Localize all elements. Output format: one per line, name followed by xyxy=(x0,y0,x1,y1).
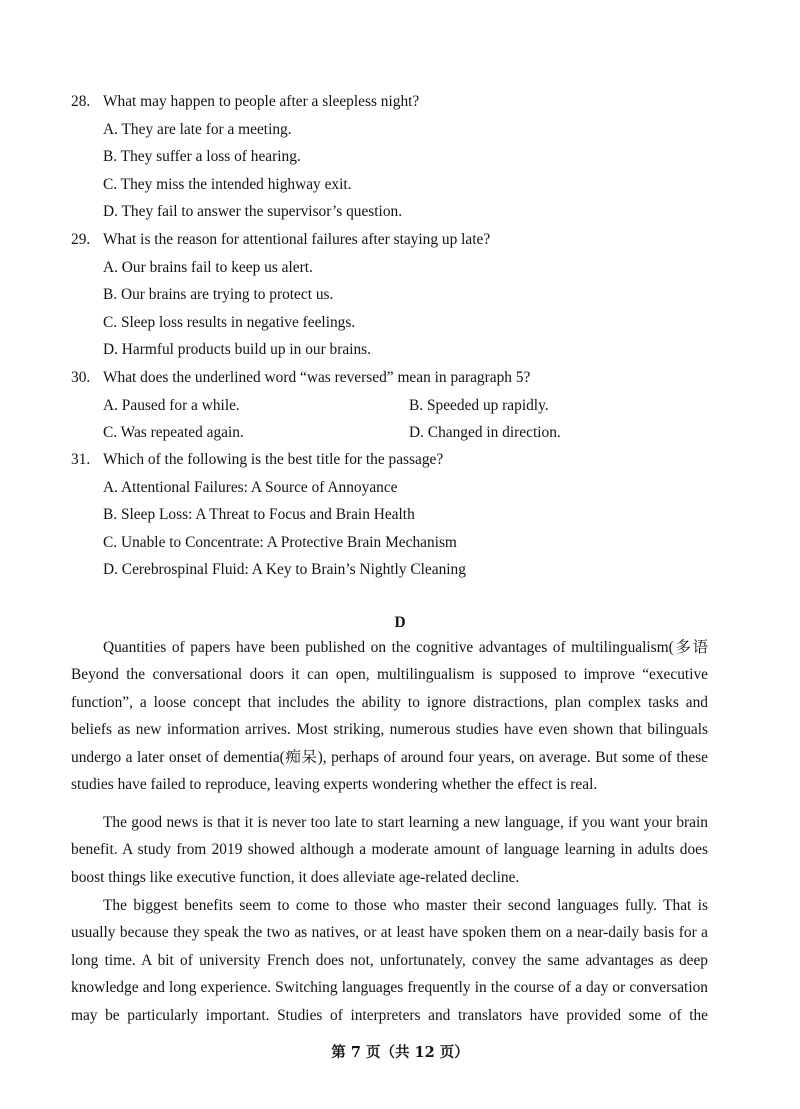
option-c: C. Was repeated again. xyxy=(103,424,244,441)
paragraph-1 xyxy=(71,634,708,798)
option-c: C. They miss the intended highway exit. xyxy=(103,176,352,193)
question-number: 28. xyxy=(71,93,91,110)
paragraph-line: long time. A bit of university French does not, unfortunately, convey the same advantages as deep xyxy=(71,951,708,969)
option-d: D. Cerebrospinal Fluid: A Key to Brain’s Nightly Cleaning xyxy=(103,561,466,578)
option-a: A. Our brains fail to keep us alert. xyxy=(103,259,313,276)
option-a: A. Paused for a while. xyxy=(103,397,240,414)
option-b: B. Sleep Loss: A Threat to Focus and Brain Health xyxy=(103,506,415,523)
option-c: C. Sleep loss results in negative feelings. xyxy=(103,314,356,331)
question-text: What does the underlined word “was reversed” mean in paragraph 5? xyxy=(103,369,531,386)
question-number: 29. xyxy=(71,231,91,248)
question-stem xyxy=(71,93,419,111)
paragraph-line: undergo a later onset of dementia(痴呆), perhaps of around four years, on average. But some of these xyxy=(71,748,708,766)
paragraph-line: beliefs as new information arrives. Most striking, numerous studies have even shown that bilinguals xyxy=(71,721,708,739)
option-b: B. Speeded up rapidly. xyxy=(409,397,549,414)
paragraph-line: may be particularly important. Studies of interpreters and translators have provided some of the xyxy=(71,1006,708,1024)
option-a: A. They are late for a meeting. xyxy=(103,121,292,138)
paragraph-line: Beyond the conversational doors it can open, multilingualism is supposed to improve “executive xyxy=(71,666,708,684)
option-d: D. Changed in direction. xyxy=(409,424,561,441)
option-d: D. They fail to answer the supervisor’s question. xyxy=(103,203,403,220)
option-d: D. Harmful products build up in our brains. xyxy=(103,341,372,358)
paragraph-line: benefit. A study from 2019 showed although a moderate amount of language learning in adults does xyxy=(71,841,708,859)
paragraph-line: boost things like executive function, it does alleviate age-related decline. xyxy=(71,868,520,886)
question-number: 30. xyxy=(71,369,91,386)
question-number: 31. xyxy=(71,451,91,468)
paragraph-line: function”, a loose concept that includes the ability to ignore distractions, plan complex tasks and xyxy=(71,693,708,711)
paragraph-line: usually because they speak the two as natives, or at least have spoken them on a near-daily basis for a xyxy=(71,924,708,942)
paragraph-line: The good news is that it is never too late to start learning a new language, if you want your brain xyxy=(103,814,708,831)
paragraph-line: Quantities of papers have been published on the cognitive advantages of multilingualism(多语 xyxy=(103,639,708,656)
question-text: What may happen to people after a sleepless night? xyxy=(103,93,420,110)
page-footer: 第 7 页（共 12 页） xyxy=(331,1044,469,1061)
paragraph-line: knowledge and long experience. Switching languages frequently in the course of a day or conversation xyxy=(71,979,708,997)
paragraph-3 xyxy=(71,892,708,1029)
question-stem xyxy=(71,231,490,249)
option-a: A. Attentional Failures: A Source of Annoyance xyxy=(103,479,398,496)
question-stem xyxy=(71,369,530,387)
section-title: D xyxy=(394,614,406,631)
paragraph-line: The biggest benefits seem to come to those who master their second languages fully. That is xyxy=(103,897,708,914)
paragraph-line: studies have failed to reproduce, leaving experts wondering whether the effect is real. xyxy=(71,775,598,793)
question-text: Which of the following is the best title for the passage? xyxy=(103,451,444,468)
option-b: B. Our brains are trying to protect us. xyxy=(103,286,334,303)
question-text: What is the reason for attentional failures after staying up late? xyxy=(103,231,491,248)
option-c: C. Unable to Concentrate: A Protective Brain Mechanism xyxy=(103,534,457,551)
option-b: B. They suffer a loss of hearing. xyxy=(103,148,301,165)
question-stem xyxy=(71,451,443,469)
paragraph-2 xyxy=(71,809,708,891)
